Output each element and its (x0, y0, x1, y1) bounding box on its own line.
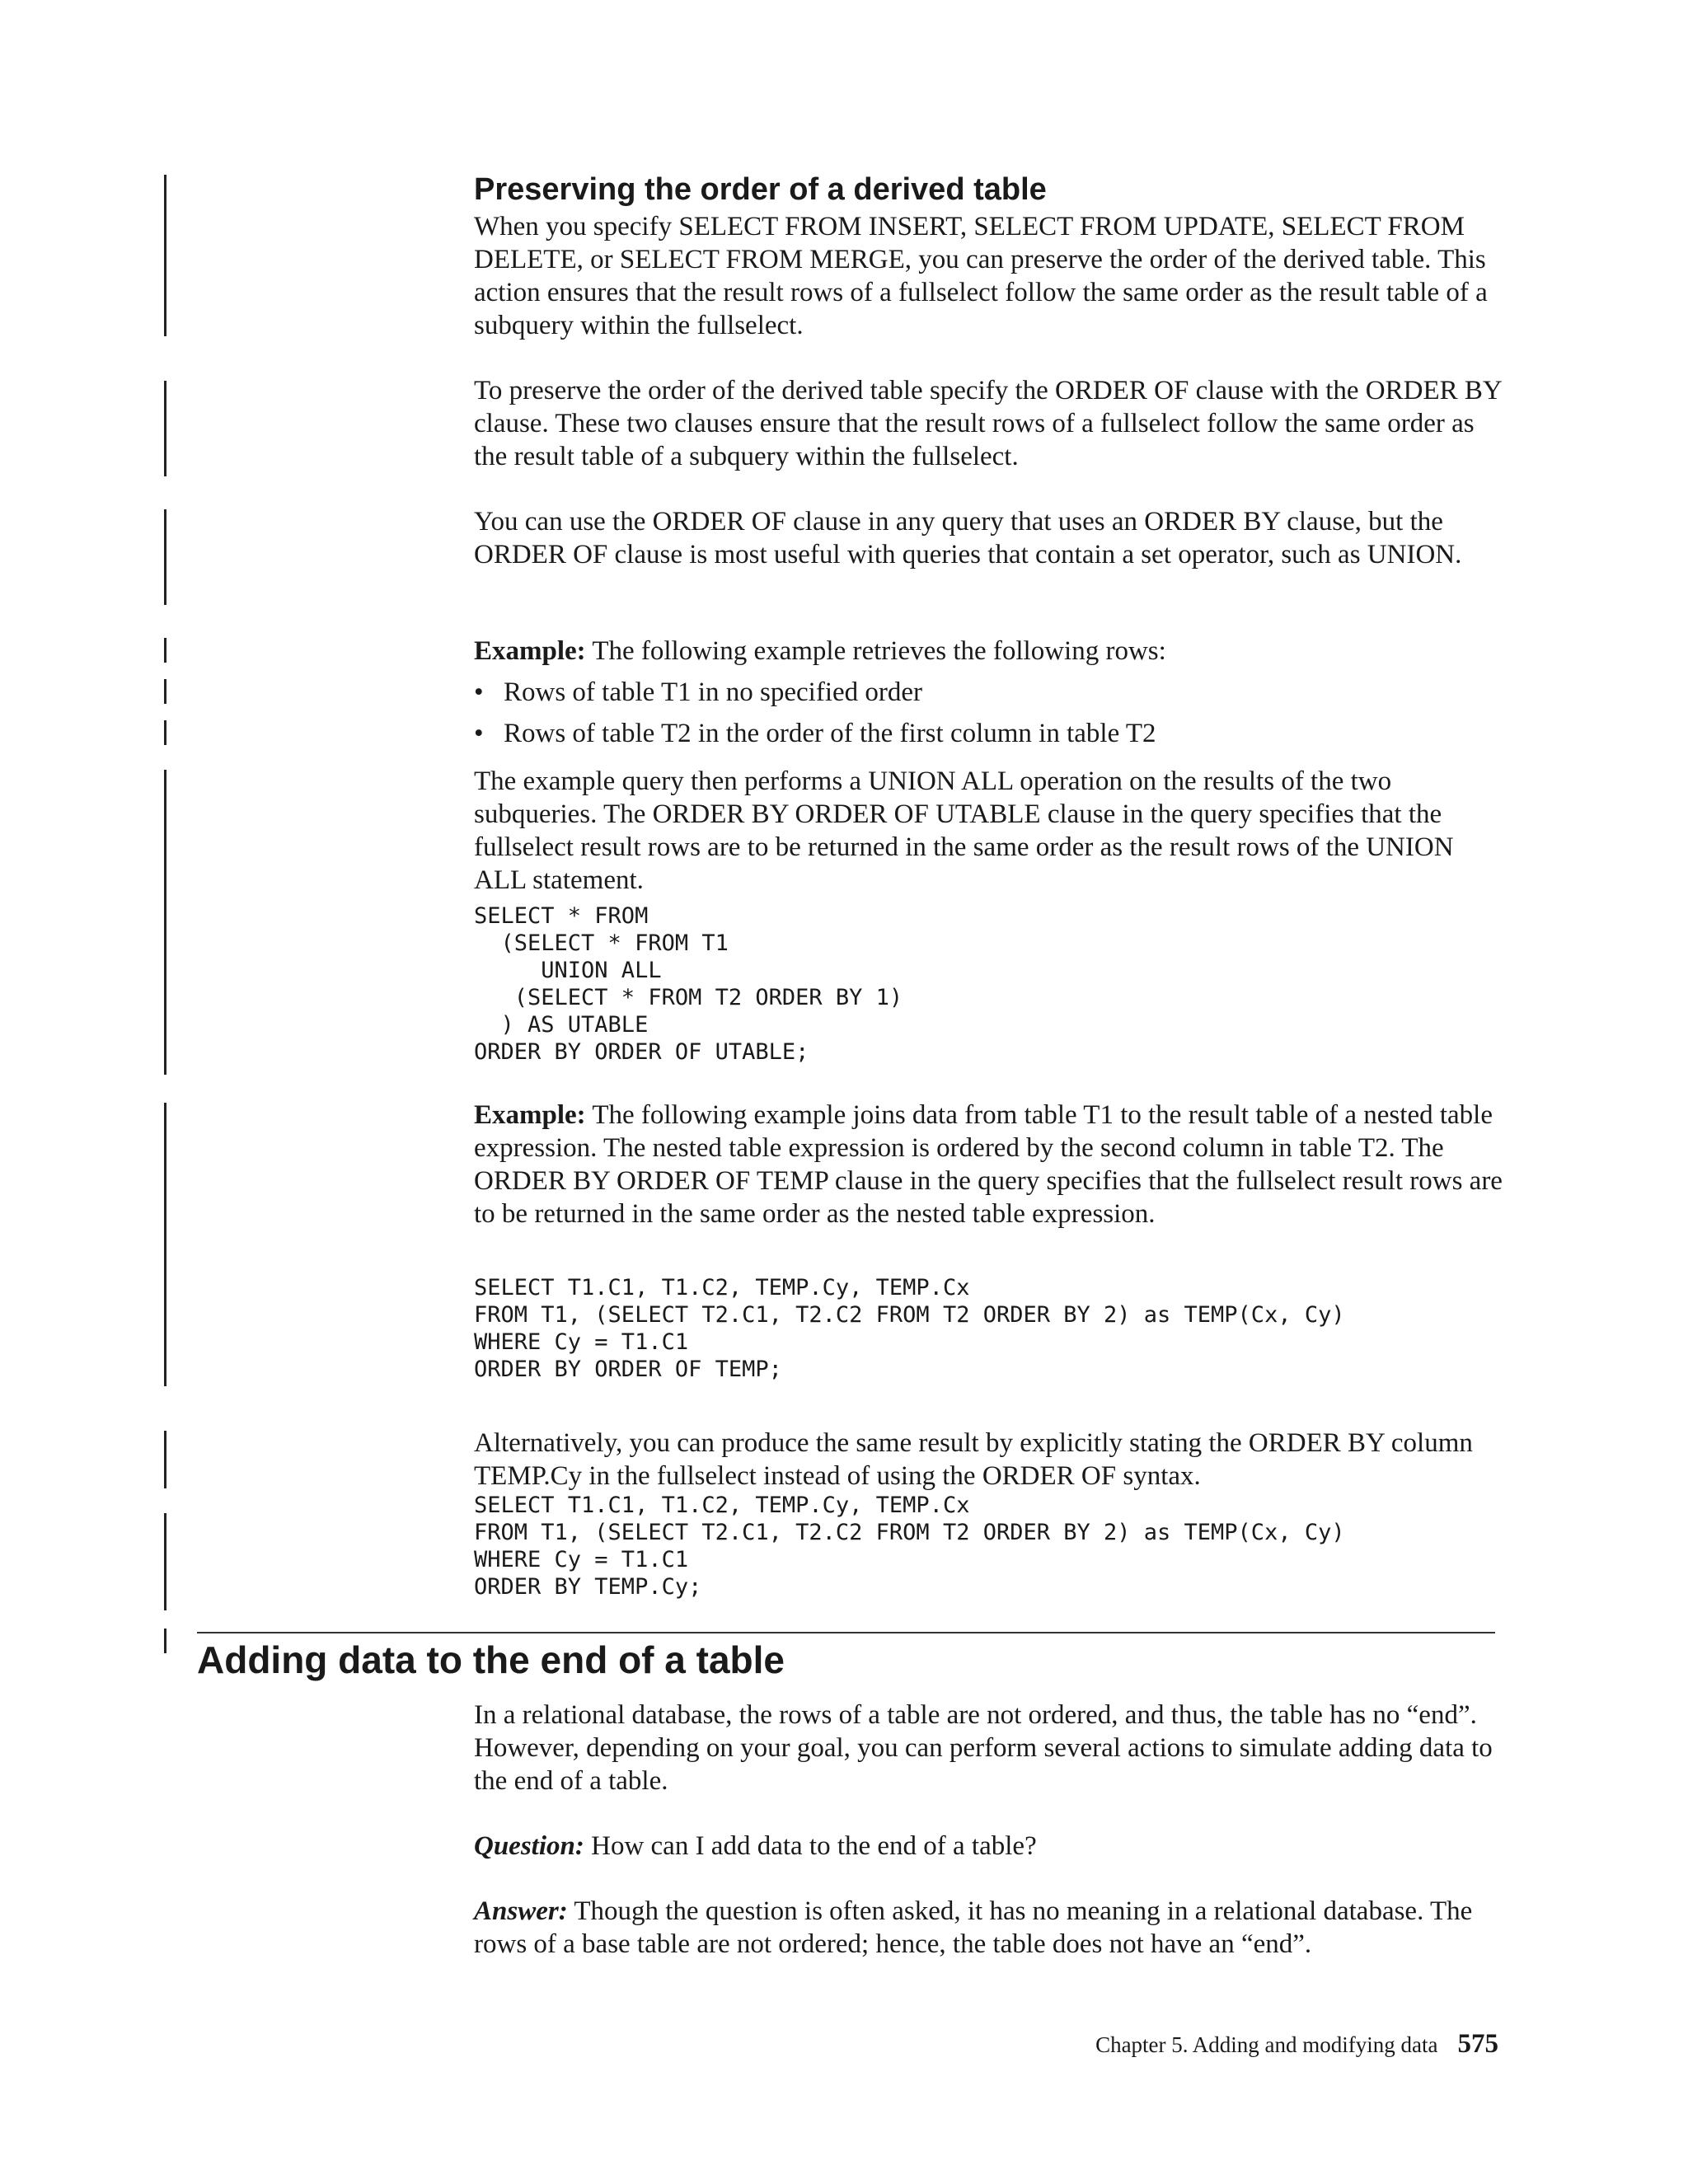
example-label: Example: (474, 636, 586, 666)
example-text: The following example joins data from table T1 to the result table of a nested table expression. The nested table expression is ordered by the second column in table T2. The ORDER BY ORDER OF TEMP clause in the query specifies that the fullselect result rows are to be returned in the same order as the nested table expression. (474, 1100, 1503, 1229)
bullet-icon: • (474, 677, 484, 707)
chapter-title: Chapter 5. Adding and modifying data (1095, 2032, 1438, 2057)
answer-label: Answer: (474, 1896, 568, 1926)
list-item-text: Rows of table T2 in the order of the first column in table T2 (504, 719, 1156, 748)
change-bar (164, 720, 166, 745)
list-item (474, 676, 1504, 709)
example-label: Example: (474, 1100, 586, 1130)
section-divider (197, 1632, 1495, 1633)
paragraph: To preserve the order of the derived table specify the ORDER OF clause with the ORDER BY clause. These two clauses ensure that the result rows of a fullselect follow the same order as the result table of a subquery within the fullselect. (474, 376, 1502, 471)
change-bar (164, 1103, 166, 1386)
change-bar (164, 509, 166, 605)
question-paragraph (474, 1830, 1504, 1863)
paragraph: In a relational database, the rows of a table are not ordered, and thus, the table has no “end”. However, depending on your goal, you can perform several actions to simulate adding data to the end of a table. (474, 1700, 1493, 1796)
code-block: SELECT T1.C1, T1.C2, TEMP.Cy, TEMP.Cx FROM T1, (SELECT T2.C1, T2.C2 FROM T2 ORDER BY 2) as TEMP(Cx, Cy) WHERE Cy = T1.C1 ORDER BY TEMP.Cy; (474, 1493, 1345, 1600)
paragraph: When you specify SELECT FROM INSERT, SELECT FROM UPDATE, SELECT FROM DELETE, or SELECT FROM MERGE, you can preserve the order of the derived table. This action ensures that the result rows of a fullselect follow the same order as the result table of a subquery within the fullselect. (474, 212, 1488, 340)
page-footer (1095, 2027, 1498, 2061)
paragraph: Alternatively, you can produce the same result by explicitly stating the ORDER BY column TEMP.Cy in the fullselect instead of using the ORDER OF syntax. (474, 1428, 1473, 1491)
section-heading: Adding data to the end of a table (197, 1638, 785, 1681)
change-bar (164, 1629, 166, 1653)
code-block: SELECT T1.C1, T1.C2, TEMP.Cy, TEMP.Cx FROM T1, (SELECT T2.C1, T2.C2 FROM T2 ORDER BY 2) as TEMP(Cx, Cy) WHERE Cy = T1.C1 ORDER BY ORDER OF TEMP; (474, 1275, 1345, 1382)
change-bar (164, 381, 166, 476)
section-heading: Preserving the order of a derived table (474, 172, 1047, 207)
change-bar (164, 638, 166, 663)
paragraph: The example query then performs a UNION ALL operation on the results of the two subqueries. The ORDER BY ORDER OF UTABLE clause in the query specifies that the fullselect result rows are to be returned in the same order as the result rows of the UNION ALL statement. (474, 766, 1454, 895)
answer-text: Though the question is often asked, it has no meaning in a relational database. The rows of a base table are not ordered; hence, the table does not have an “end”. (474, 1896, 1473, 1959)
question-label: Question: (474, 1831, 584, 1861)
change-bar (164, 1431, 166, 1488)
paragraph: You can use the ORDER OF clause in any query that uses an ORDER BY clause, but the ORDER OF clause is most useful with queries that contain a set operator, such as UNION. (474, 507, 1462, 569)
answer-paragraph (474, 1895, 1504, 1961)
code-block: SELECT * FROM (SELECT * FROM T1 UNION ALL (SELECT * FROM T2 ORDER BY 1) ) AS UTABLE ORDER BY ORDER OF UTABLE; (474, 903, 903, 1065)
bullet-icon: • (474, 719, 484, 748)
page-number: 575 (1457, 2029, 1498, 2059)
list-item (474, 717, 1504, 750)
bullet-list (474, 676, 1504, 758)
example-text: The following example retrieves the following rows: (585, 636, 1166, 666)
example-paragraph (474, 1099, 1504, 1230)
list-item-text: Rows of table T1 in no specified order (504, 677, 923, 707)
change-bar (164, 770, 166, 1075)
change-bar (164, 175, 166, 336)
example-intro (474, 635, 1504, 668)
question-text: How can I add data to the end of a table? (584, 1831, 1037, 1861)
change-bar (164, 1513, 166, 1610)
change-bar (164, 679, 166, 704)
